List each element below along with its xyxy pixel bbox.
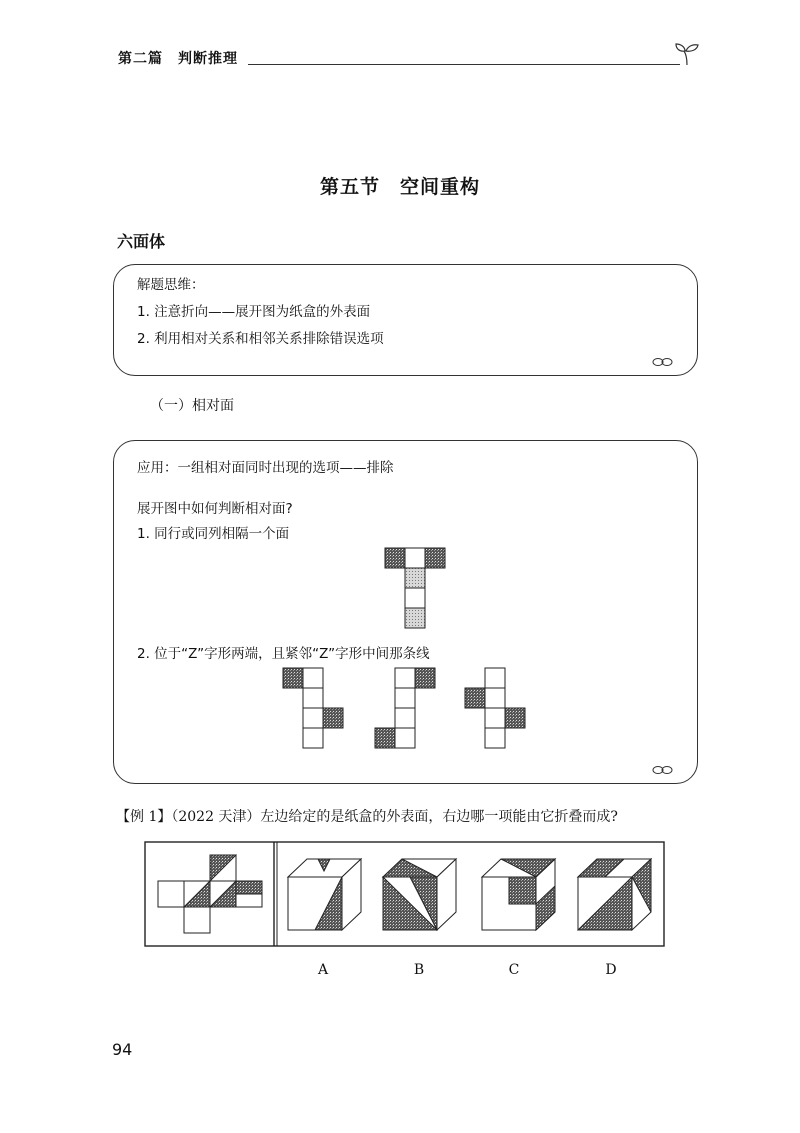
page-title: 第五节 空间重构	[319, 176, 480, 198]
example-question: 【例 1】（2022 天津）左边给定的是纸盒的外表面，右边哪一项能由它折叠而成?	[116, 809, 618, 825]
option-label-d: D	[605, 962, 617, 978]
page-number: 94	[112, 1040, 133, 1059]
net-figure-z1	[283, 668, 343, 748]
net-figure-rule1	[385, 548, 445, 628]
tips-item: 1. 注意折向——展开图为纸盒的外表面	[137, 304, 371, 320]
option-label-a: A	[317, 962, 329, 978]
option-c-cube	[482, 859, 555, 930]
rule-2: 2. 位于“Z”字形两端，且紧邻“Z”字形中间那条线	[137, 646, 430, 662]
net-figure-z2	[375, 668, 435, 748]
option-b-cube	[383, 859, 456, 930]
apply-title: 应用：一组相对面同时出现的选项——排除	[137, 460, 394, 476]
net-figure-z3	[465, 668, 525, 748]
example-net	[158, 855, 262, 933]
tips-item: 2. 利用相对关系和相邻关系排除错误选项	[137, 331, 384, 347]
option-a-cube	[288, 859, 361, 930]
tips-title: 解题思维：	[137, 277, 205, 293]
running-header: 第二篇 判断推理	[118, 51, 238, 67]
apply-question: 展开图中如何判断相对面?	[137, 501, 293, 517]
option-label-b: B	[413, 962, 425, 978]
subsection-heading: （一）相对面	[150, 398, 234, 414]
rule-1: 1. 同行或同列相隔一个面	[137, 526, 290, 542]
leaf-icon	[652, 764, 674, 776]
option-label-c: C	[508, 962, 520, 978]
section-heading: 六面体	[117, 232, 166, 251]
option-d-cube	[578, 859, 651, 930]
